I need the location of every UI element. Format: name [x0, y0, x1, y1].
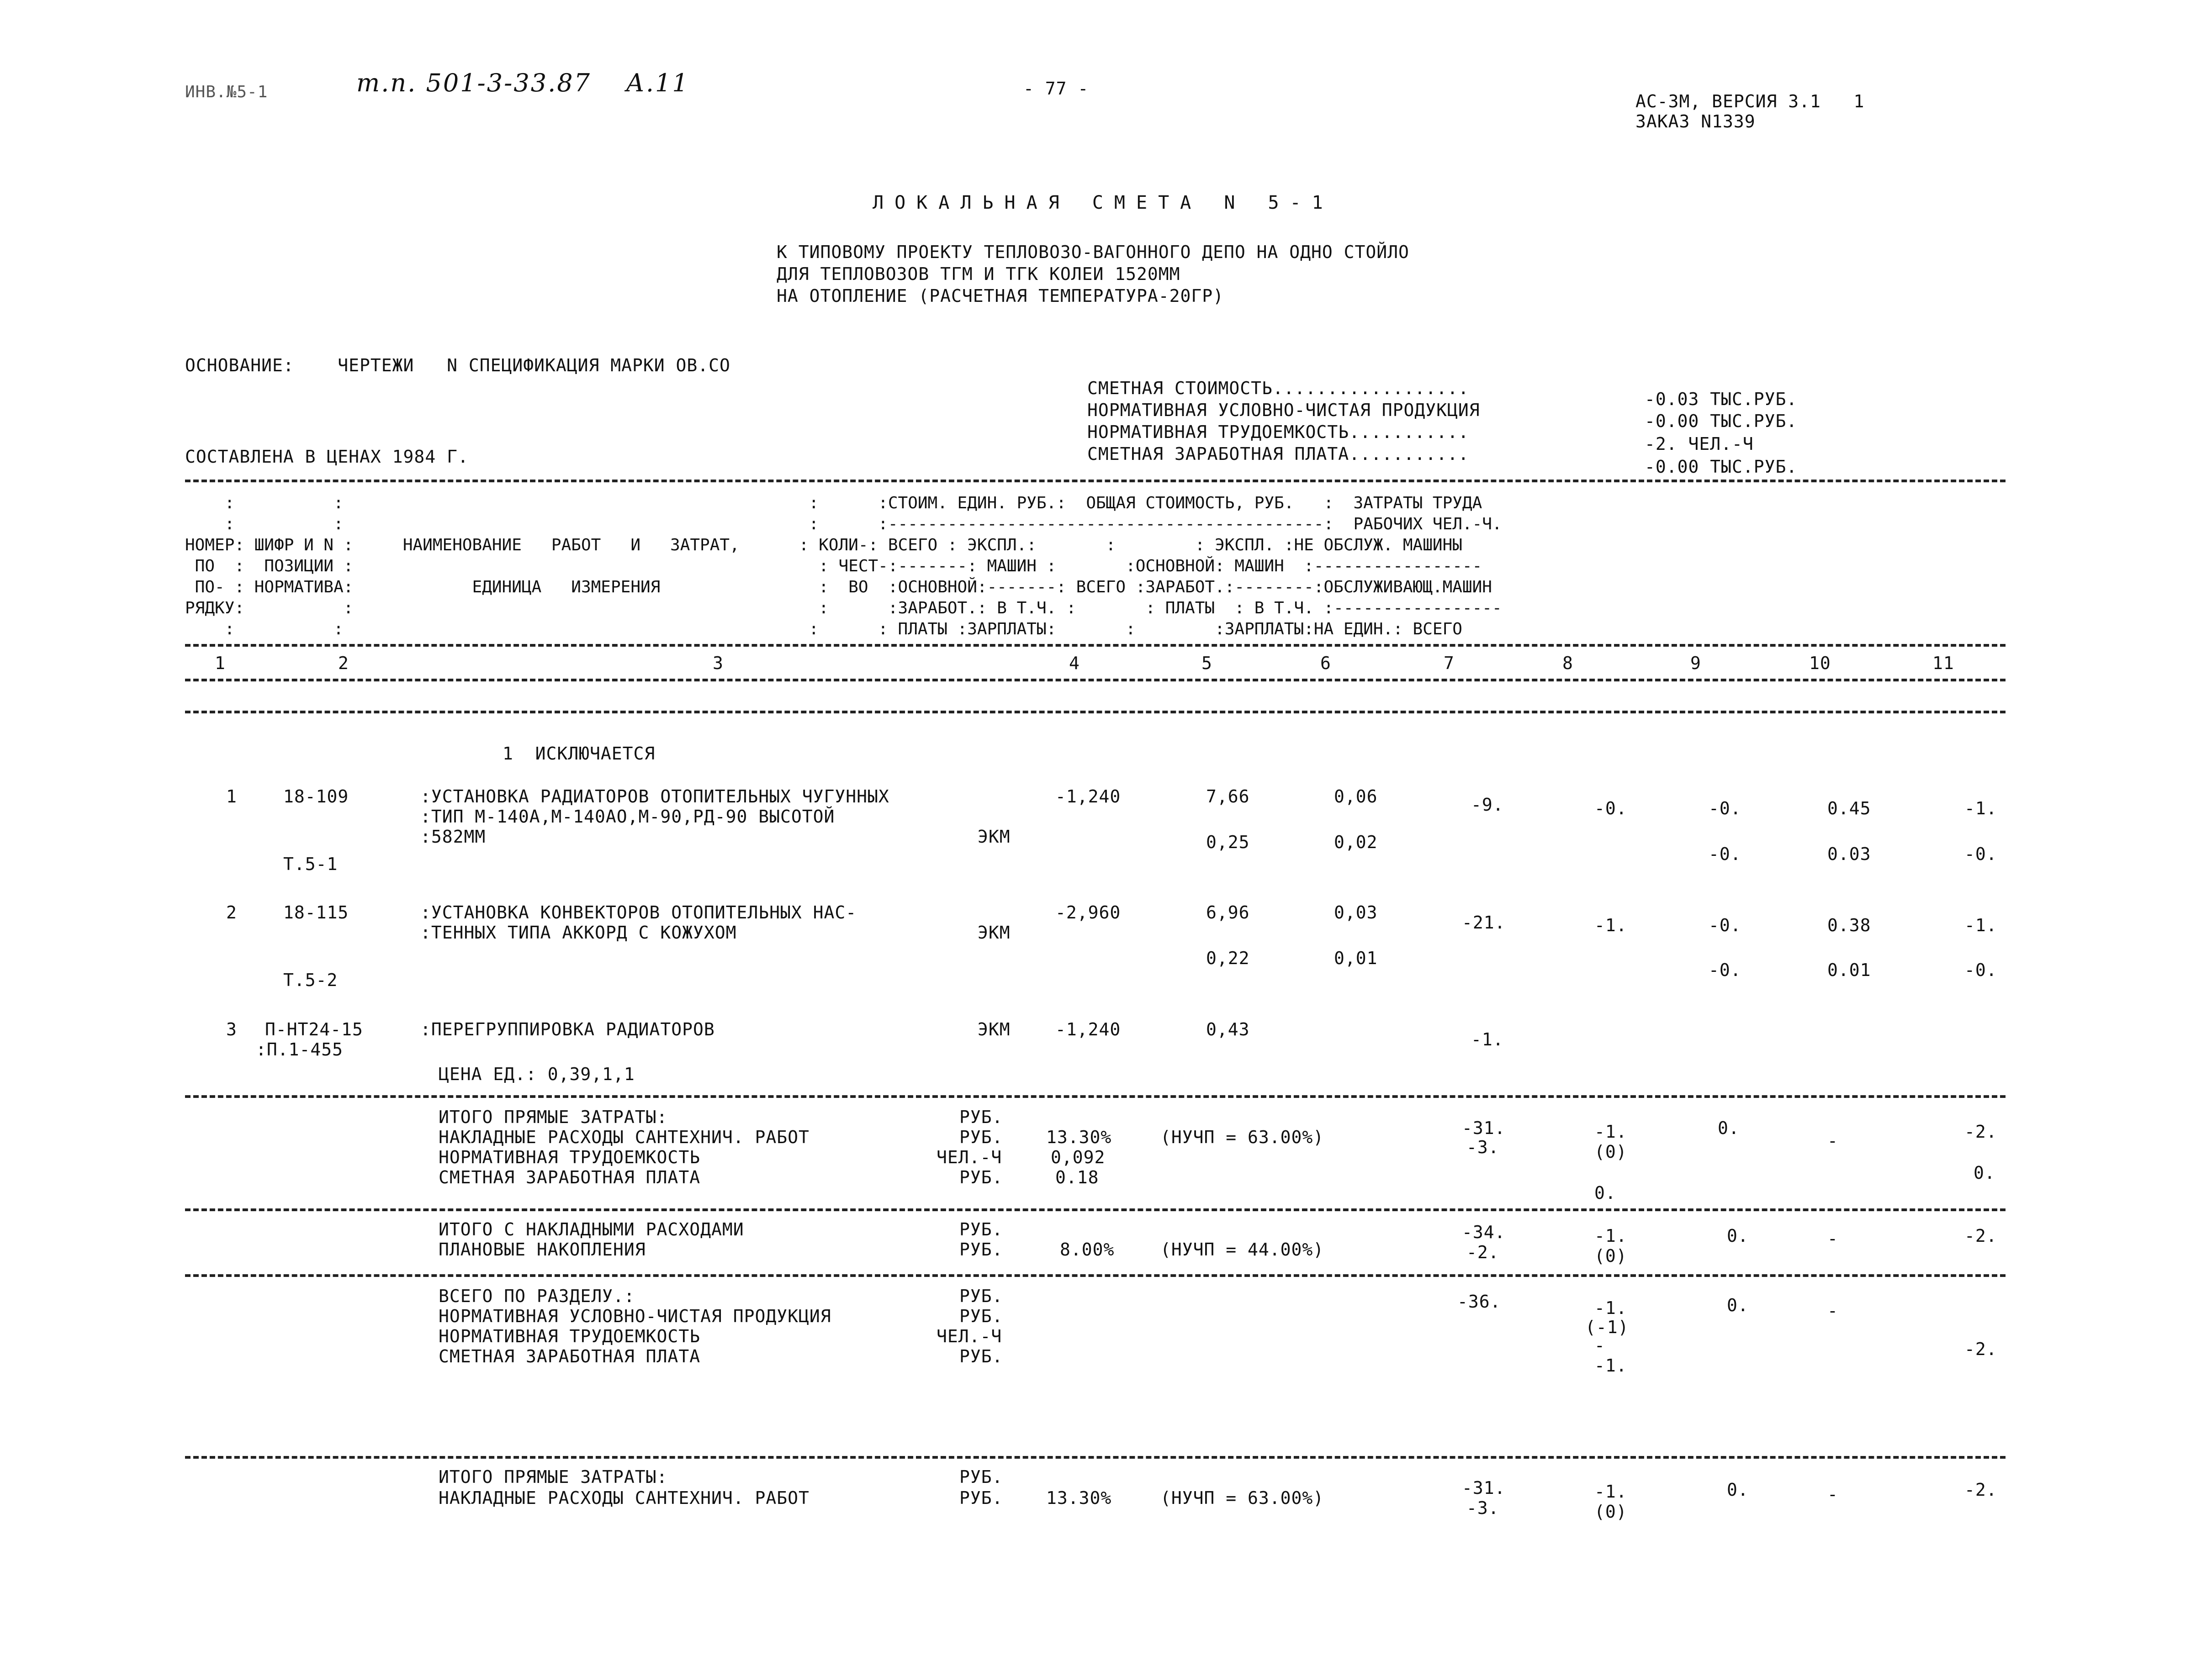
work-name: :УСТАНОВКА КОНВЕКТОРОВ ОТОПИТЕЛЬНЫХ НАС-: [420, 902, 857, 923]
header-row: ПО- : НОРМАТИВА: ЕДИНИЦА ИЗМЕРЕНИЯ : ВО :ОСНОВНОЙ:-------: ВСЕГО :ЗАРАБОТ.:--------:ОБСЛУЖИВАЮЩ.МАШИН: [185, 578, 1492, 596]
unit-cost-machines: 0,06: [1334, 786, 1378, 807]
labor-per-unit: -: [1827, 1229, 1838, 1249]
prices-year: СОСТАВЛЕНА В ЦЕНАХ 1984 Г.: [185, 447, 469, 467]
rule: [185, 711, 2006, 713]
rate-note: (НУЧП = 63.00%): [1160, 1127, 1324, 1147]
order-number: ЗАКАЗ N1339: [1635, 111, 1756, 132]
total-unit: РУБ.: [959, 1107, 1003, 1127]
machine-wages: -0.: [1709, 844, 1741, 864]
subtitle-line-1: К ТИПОВОМУ ПРОЕКТУ ТЕПЛОВОЗО-ВАГОННОГО ДЕПО НА ОДНО СТОЙЛО: [777, 242, 1409, 262]
unit-cost-total: 7,66: [1206, 786, 1250, 807]
page-number: - 77 -: [1023, 79, 1089, 99]
total-cost: -31.: [1462, 1478, 1506, 1498]
rate-note: (НУЧП = 63.00%): [1160, 1488, 1324, 1508]
rate: 0.18: [1055, 1167, 1099, 1187]
labor-total: -2.: [1964, 1226, 1997, 1246]
header-row: : : : : ПЛАТЫ :ЗАРПЛАТЫ: : :ЗАРПЛАТЫ:НА ЕДИН.: ВСЕГО: [185, 620, 1462, 638]
total-unit: РУБ.: [959, 1239, 1003, 1260]
norm-table-ref: Т.5-1: [283, 854, 338, 874]
unit-cost-total: 6,96: [1206, 902, 1250, 923]
labor-per-unit: -: [1827, 1484, 1838, 1504]
total-label: ИТОГО ПРЯМЫЕ ЗАТРАТЫ:: [439, 1107, 668, 1127]
total-unit: РУБ.: [959, 1488, 1003, 1508]
rule: [185, 1456, 2006, 1459]
column-number: 11: [1932, 653, 1954, 673]
norm-table-ref: Т.5-2: [283, 970, 338, 990]
unit: ЭКМ: [978, 1019, 1011, 1039]
summary-value: -2. ЧЕЛ.-Ч: [1645, 434, 1754, 454]
total-cost: -31.: [1462, 1118, 1506, 1138]
row-number: 3: [226, 1019, 237, 1039]
total-label: НОРМАТИВНАЯ ТРУДОЕМКОСТЬ: [439, 1147, 701, 1167]
total-wages: -1.: [1594, 1356, 1627, 1376]
total-cost: -3.: [1466, 1498, 1499, 1518]
total-cost: -34.: [1462, 1222, 1506, 1242]
unit: ЭКМ: [978, 923, 1011, 943]
column-number: 3: [713, 653, 724, 673]
total-cost: -1.: [1471, 1029, 1504, 1050]
summary-label: СМЕТНАЯ ЗАРАБОТНАЯ ПЛАТА...........: [1087, 444, 1469, 464]
section-title: 1 ИСКЛЮЧАЕТСЯ: [503, 744, 656, 764]
norm-code: 18-109: [283, 786, 349, 807]
summary-value: -0.00 ТЫС.РУБ.: [1645, 457, 1798, 477]
header-row: ПО : ПОЗИЦИИ : : ЧЕСТ-:-------: МАШИН : :ОСНОВНОЙ: МАШИН :-----------------: [185, 557, 1482, 575]
total-label: ИТОГО ПРЯМЫЕ ЗАТРАТЫ:: [439, 1467, 668, 1487]
header-row: НОМЕР: ШИФР И N : НАИМЕНОВАНИЕ РАБОТ И ЗАТРАТ, : КОЛИ-: ВСЕГО : ЭКСПЛ.: : : ЭКСПЛ. :НЕ ОБСЛУЖ. МАШИНЫ: [185, 536, 1462, 554]
machine-cost: 0.: [1727, 1480, 1749, 1500]
total-label: НОРМАТИВНАЯ ТРУДОЕМКОСТЬ: [439, 1326, 701, 1346]
labor-per-unit: -: [1827, 1131, 1838, 1151]
machine-labor-total: -0.: [1964, 960, 1997, 980]
basis-line: ОСНОВАНИЕ: ЧЕРТЕЖИ N СПЕЦИФИКАЦИЯ МАРКИ ОВ.СО: [185, 355, 730, 375]
total-wages: -1.: [1594, 1482, 1627, 1502]
column-number: 2: [338, 653, 349, 673]
total-label: ВСЕГО ПО РАЗДЕЛУ.:: [439, 1286, 635, 1306]
norm-code: 18-115: [283, 902, 349, 923]
machine-cost: 0.: [1727, 1226, 1749, 1246]
total-cost: -9.: [1471, 795, 1504, 815]
summary-label: НОРМАТИВНАЯ УСЛОВНО-ЧИСТАЯ ПРОДУКЦИЯ: [1087, 400, 1480, 420]
total-wages: (0): [1594, 1502, 1627, 1522]
total-wages: (-1): [1585, 1317, 1629, 1337]
rule: [185, 1274, 2006, 1277]
rate: 8.00%: [1060, 1239, 1115, 1260]
work-name: :ТЕННЫХ ТИПА АККОРД С КОЖУХОМ: [420, 923, 737, 943]
summary-label: СМЕТНАЯ СТОИМОСТЬ..................: [1087, 378, 1469, 398]
quantity: -2,960: [1055, 902, 1121, 923]
labor-total: -2.: [1964, 1122, 1997, 1142]
quantity: -1,240: [1055, 1019, 1121, 1039]
norm-table-ref: :П.1-455: [256, 1039, 344, 1060]
machine-wages: -0.: [1709, 960, 1741, 980]
total-unit: РУБ.: [959, 1167, 1003, 1187]
column-number: 6: [1320, 653, 1331, 673]
labor-total: -1.: [1964, 915, 1997, 935]
column-number: 9: [1690, 653, 1701, 673]
total-wages: -1.: [1594, 915, 1627, 935]
unit-cost-wages: 0,25: [1206, 832, 1250, 852]
unit-cost-machines: 0,03: [1334, 902, 1378, 923]
column-number: 4: [1069, 653, 1080, 673]
row-number: 1: [226, 786, 237, 807]
total-unit: РУБ.: [959, 1219, 1003, 1239]
column-number: 5: [1201, 653, 1212, 673]
inventory-code: ИНВ.№5-1: [185, 83, 268, 101]
total-wages: -1.: [1594, 1122, 1627, 1142]
header-row: : : : :СТОИМ. ЕДИН. РУБ.: ОБЩАЯ СТОИМОСТЬ, РУБ. : ЗАТРАТЫ ТРУДА: [185, 494, 1482, 512]
total-wages: 0.: [1594, 1183, 1616, 1203]
column-number: 8: [1562, 653, 1573, 673]
unit-price-note: ЦЕНА ЕД.: 0,39,1,1: [439, 1064, 635, 1084]
rate: 13.30%: [1046, 1127, 1112, 1147]
total-cost: -21.: [1462, 912, 1506, 933]
labor-per-unit: 0.45: [1827, 798, 1871, 818]
machine-cost: 0.: [1727, 1295, 1749, 1315]
album-number: А.11: [626, 69, 689, 97]
labor-per-unit: -: [1827, 1301, 1838, 1321]
column-number: 10: [1809, 653, 1831, 673]
total-cost: -3.: [1466, 1137, 1499, 1157]
unit-cost-machine-wages: 0,01: [1334, 948, 1378, 968]
labor-per-unit: 0.38: [1827, 915, 1871, 935]
row-number: 2: [226, 902, 237, 923]
total-unit: РУБ.: [959, 1286, 1003, 1306]
labor-total: 0.: [1974, 1163, 1995, 1183]
norm-code: П-НТ24-15: [265, 1019, 363, 1039]
total-wages: -0.: [1594, 798, 1627, 818]
summary-label: НОРМАТИВНАЯ ТРУДОЕМКОСТЬ...........: [1087, 422, 1469, 442]
total-label: СМЕТНАЯ ЗАРАБОТНАЯ ПЛАТА: [439, 1167, 701, 1187]
labor-total: -2.: [1964, 1339, 1997, 1359]
total-label: ИТОГО С НАКЛАДНЫМИ РАСХОДАМИ: [439, 1219, 744, 1239]
work-name: :582ММ: [420, 827, 486, 847]
summary-value: -0.00 ТЫС.РУБ.: [1645, 411, 1798, 431]
rule: [185, 480, 2006, 482]
unit: ЭКМ: [978, 827, 1011, 847]
rate-note: (НУЧП = 44.00%): [1160, 1239, 1324, 1260]
machine-labor-per-unit: 0.01: [1827, 960, 1871, 980]
total-unit: ЧЕЛ.-Ч: [937, 1326, 1002, 1346]
header-row: : : : :--------------------------------------------: РАБОЧИХ ЧЕЛ.-Ч.: [185, 515, 1502, 533]
document-title: ЛОКАЛЬНАЯ СМЕТА N 5-1: [873, 192, 1334, 213]
summary-value: -0.03 ТЫС.РУБ.: [1645, 389, 1798, 409]
total-label: НАКЛАДНЫЕ РАСХОДЫ САНТЕХНИЧ. РАБОТ: [439, 1488, 810, 1508]
unit-cost-wages: 0,22: [1206, 948, 1250, 968]
rule: [185, 679, 2006, 681]
total-cost: -2.: [1466, 1242, 1499, 1262]
subtitle-line-2: ДЛЯ ТЕПЛОВОЗОВ ТГМ И ТГК КОЛЕИ 1520ММ: [777, 264, 1180, 284]
total-label: ПЛАНОВЫЕ НАКОПЛЕНИЯ: [439, 1239, 646, 1260]
rate: 13.30%: [1046, 1488, 1112, 1508]
column-number: 1: [215, 653, 226, 673]
work-name: :УСТАНОВКА РАДИАТОРОВ ОТОПИТЕЛЬНЫХ ЧУГУННЫХ: [420, 786, 889, 807]
header-row: РЯДКУ: : : :ЗАРАБОТ.: В Т.Ч. : : ПЛАТЫ : В Т.Ч. :-----------------: [185, 599, 1502, 617]
total-unit: РУБ.: [959, 1127, 1003, 1147]
rule: [185, 1095, 2006, 1098]
total-unit: РУБ.: [959, 1467, 1003, 1487]
rule: [185, 644, 2006, 647]
unit-cost-total: 0,43: [1206, 1019, 1250, 1039]
project-reference: т.п. 501-3-33.87: [356, 69, 591, 97]
machine-cost: -0.: [1709, 915, 1741, 935]
subtitle-line-3: НА ОТОПЛЕНИЕ (РАСЧЕТНАЯ ТЕМПЕРАТУРА-20ГР): [777, 286, 1224, 306]
machine-cost: -0.: [1709, 798, 1741, 818]
machine-cost: 0.: [1718, 1118, 1740, 1138]
total-label: НОРМАТИВНАЯ УСЛОВНО-ЧИСТАЯ ПРОДУКЦИЯ: [439, 1306, 831, 1326]
total-wages: (0): [1594, 1142, 1627, 1162]
work-name: :ТИП М-140А,М-140АО,М-90,РД-90 ВЫСОТОЙ: [420, 807, 835, 827]
total-unit: РУБ.: [959, 1306, 1003, 1326]
total-unit: ЧЕЛ.-Ч: [937, 1147, 1002, 1167]
total-unit: РУБ.: [959, 1346, 1003, 1366]
quantity: -1,240: [1055, 786, 1121, 807]
total-wages: (0): [1594, 1246, 1627, 1266]
total-wages: -1.: [1594, 1226, 1627, 1246]
rate: 0,092: [1051, 1147, 1106, 1167]
machine-labor-per-unit: 0.03: [1827, 844, 1871, 864]
column-number: 7: [1444, 653, 1455, 673]
unit-cost-machine-wages: 0,02: [1334, 832, 1378, 852]
total-label: СМЕТНАЯ ЗАРАБОТНАЯ ПЛАТА: [439, 1346, 701, 1366]
machine-labor-total: -0.: [1964, 844, 1997, 864]
labor-total: -2.: [1964, 1480, 1997, 1500]
total-wages: -: [1594, 1335, 1605, 1356]
total-wages: -1.: [1594, 1298, 1627, 1318]
rule: [185, 1208, 2006, 1211]
labor-total: -1.: [1964, 798, 1997, 818]
version-line: АС-3М, ВЕРСИЯ 3.1 1: [1635, 91, 1865, 111]
total-cost: -36.: [1457, 1292, 1501, 1312]
work-name: :ПЕРЕГРУППИРОВКА РАДИАТОРОВ: [420, 1019, 715, 1039]
total-label: НАКЛАДНЫЕ РАСХОДЫ САНТЕХНИЧ. РАБОТ: [439, 1127, 810, 1147]
